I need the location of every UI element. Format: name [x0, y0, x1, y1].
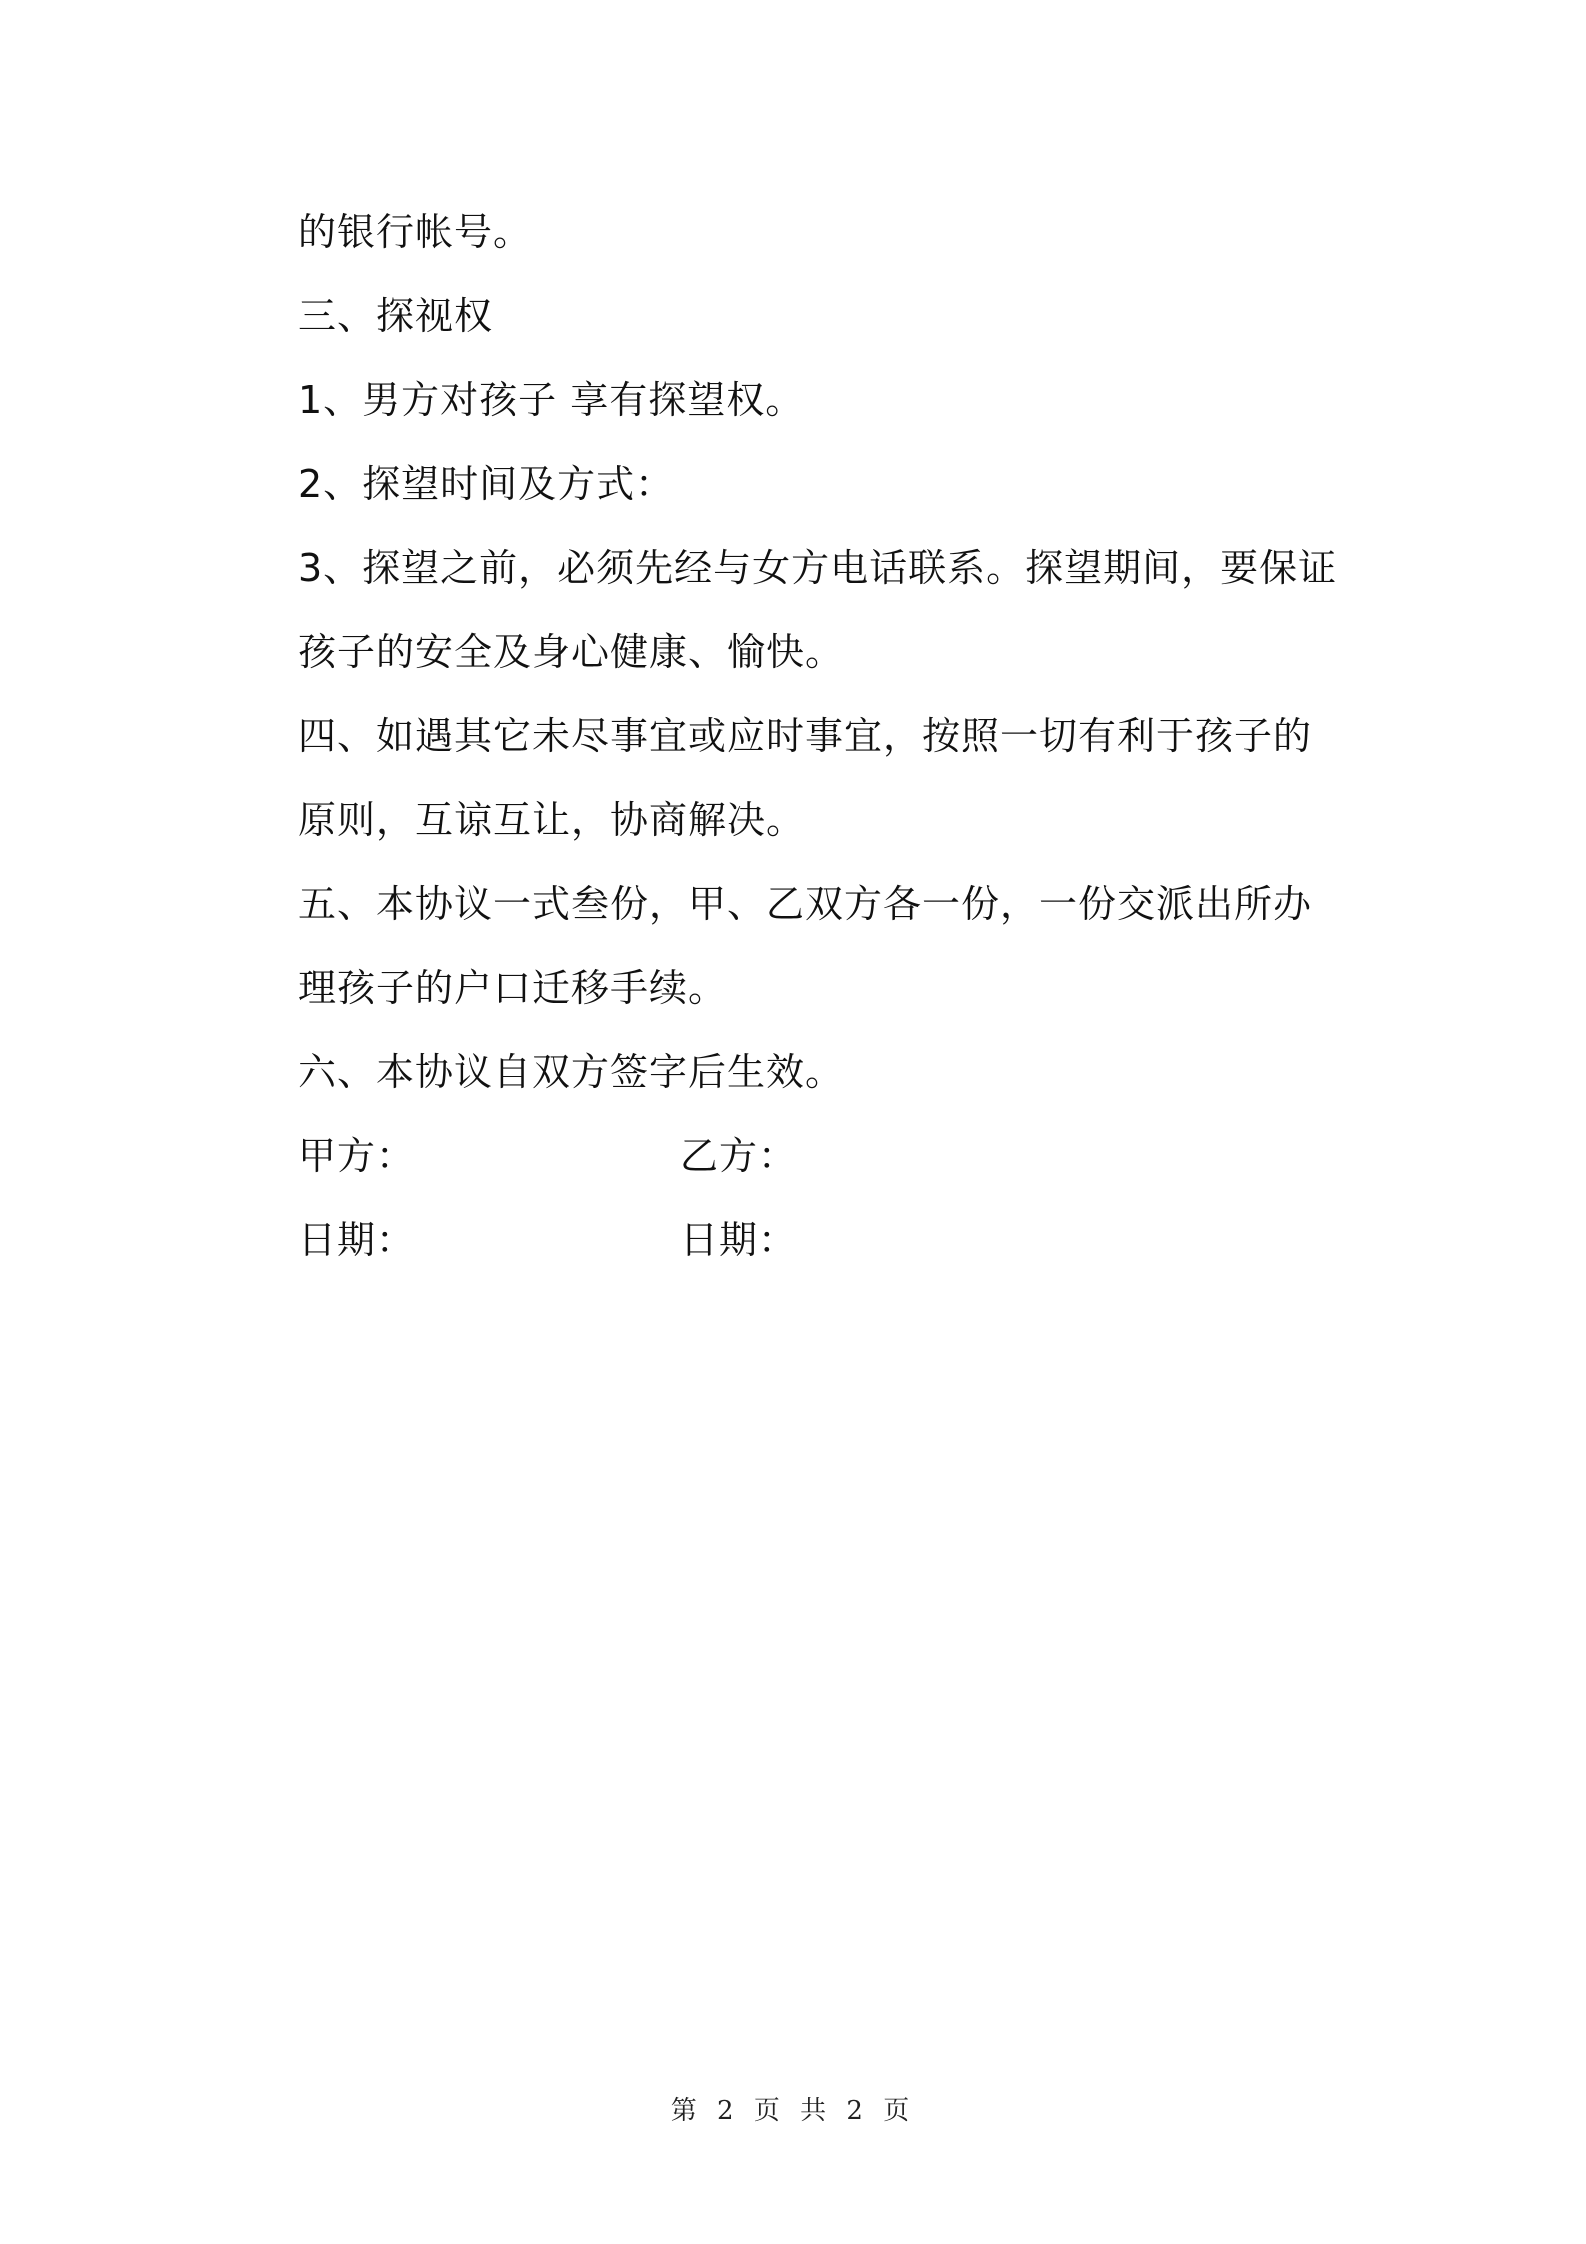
document-body [298, 190, 1358, 1282]
party-b-label: 乙方： [680, 1134, 798, 1178]
section-other-matters-cont: 原则，互谅互让，协商解决。 [298, 798, 806, 842]
paragraph-bank-account: 的银行帐号。 [298, 210, 533, 254]
signature-row [298, 1114, 1358, 1198]
clause-visitation-time: 2、探望时间及方式： [298, 462, 675, 506]
page-indicator: 第 2 页 共 2 页 [670, 2096, 916, 2126]
party-a-label: 甲方： [298, 1134, 416, 1178]
date-b-label: 日期： [680, 1218, 798, 1262]
date-a-label: 日期： [298, 1218, 416, 1262]
section-effective: 六、本协议自双方签字后生效。 [298, 1050, 845, 1094]
section-heading-visitation: 三、探视权 [298, 294, 494, 338]
section-copies-cont: 理孩子的户口迁移手续。 [298, 966, 728, 1010]
clause-visitation-contact-cont: 孩子的安全及身心健康、愉快。 [298, 630, 845, 674]
section-other-matters: 四、如遇其它未尽事宜或应时事宜，按照一切有利于孩子的 [298, 714, 1313, 758]
date-row [298, 1198, 1358, 1282]
section-copies: 五、本协议一式叁份，甲、乙双方各一份，一份交派出所办 [298, 882, 1313, 926]
clause-visitation-contact: 3、探望之前，必须先经与女方电话联系。探望期间，要保证 [298, 546, 1338, 590]
clause-visitation-right: 1、男方对孩子 享有探望权。 [298, 378, 805, 422]
